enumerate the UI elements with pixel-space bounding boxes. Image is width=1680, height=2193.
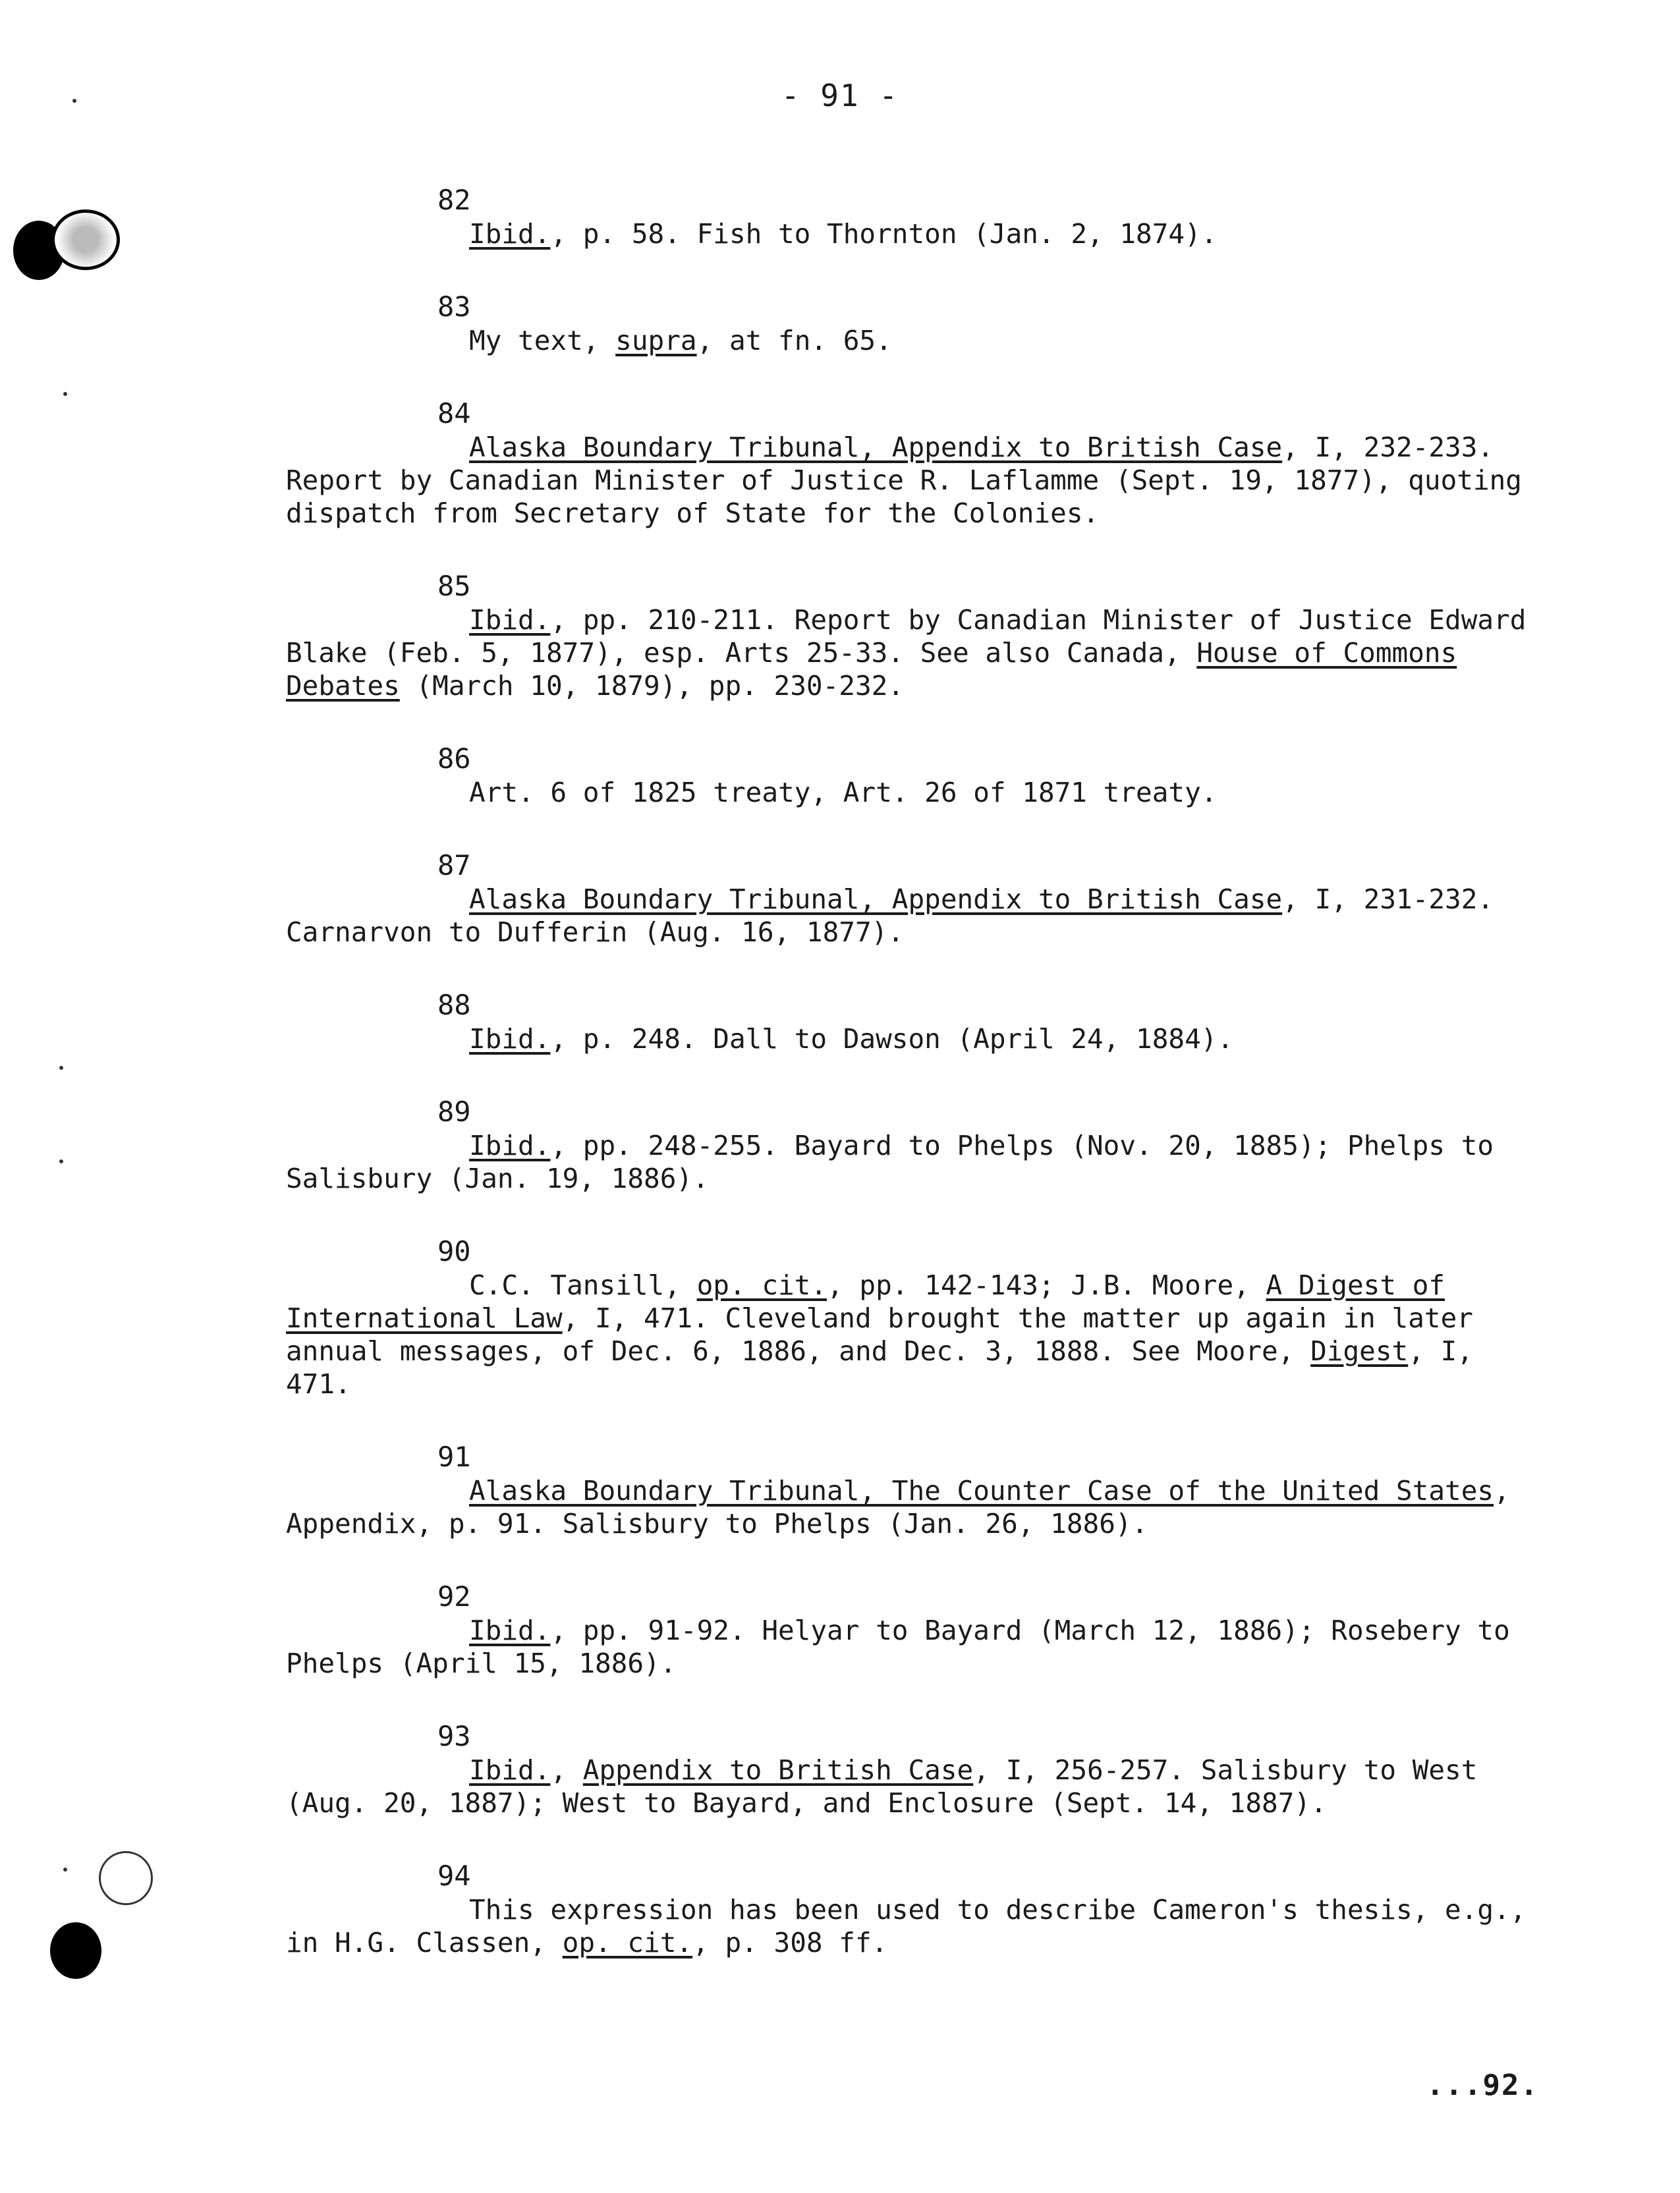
footnote-text-segment: (March 10, 1879), pp. 230-232.	[399, 670, 905, 702]
underlined-title: Ibid.	[469, 1615, 551, 1646]
footnote-text-segment: , I, 231-232. Carnarvon to Dufferin (Aug. 16, 1877).	[286, 883, 1494, 948]
footnote-text-segment: , I, 471. Cleveland brought the matter up again in later annual messages, of Dec. 6, 1886, and Dec. 3, 1888. See Moore,	[286, 1302, 1473, 1367]
footnote	[286, 1095, 1538, 1195]
footnote-text	[286, 1269, 1538, 1401]
footnote	[286, 1580, 1538, 1680]
footnote-text	[286, 1474, 1538, 1540]
underlined-title: A Digest of International Law	[286, 1269, 1445, 1334]
footnote-number: 89	[437, 1096, 471, 1128]
scan-speck	[63, 392, 67, 396]
footnote	[286, 1859, 1538, 1959]
footnote	[286, 848, 1538, 949]
footnote-number: 84	[437, 397, 471, 430]
footnote	[286, 569, 1538, 702]
footnote	[286, 742, 1538, 809]
underlined-title: Ibid.	[469, 218, 551, 250]
footnote-text	[286, 431, 1538, 530]
footnotes-list	[286, 183, 1538, 1999]
footnote-text-segment: , pp. 248-255. Bayard to Phelps (Nov. 20, 1885); Phelps to Salisbury (Jan. 19, 1886).	[286, 1130, 1494, 1194]
footnote-text	[286, 1022, 1538, 1055]
footnote-text-segment: , p. 58. Fish to Thornton (Jan. 2, 1874).	[550, 218, 1218, 250]
footnote-number: 90	[437, 1235, 471, 1267]
binder-hole-mark	[51, 209, 120, 270]
footnote-text-segment: C.C. Tansill,	[469, 1269, 697, 1301]
binder-hole-mark	[50, 1922, 101, 1979]
footnote-text-segment: This expression has been used to describe Cameron's thesis, e.g., in H.G. Classen,	[286, 1894, 1526, 1958]
footnote-text-segment: , I, 471.	[286, 1335, 1473, 1400]
footnote-text	[286, 603, 1538, 702]
footnote-number: 88	[437, 989, 471, 1021]
footnote-text-segment: My text,	[469, 325, 616, 356]
scan-speck	[59, 1066, 63, 1070]
footnote-number: 83	[437, 291, 471, 323]
footnote-text	[286, 1893, 1538, 1959]
footnote-text-segment: , I, 232-233. Report by Canadian Minister of Justice R. Laflamme (Sept. 19, 1877), quoting dispatch from Secretary of State for the Colonies.	[286, 431, 1522, 529]
underlined-title: Appendix to British Case	[582, 1754, 974, 1786]
footnote-text	[286, 1614, 1538, 1680]
underlined-title: Ibid.	[469, 1130, 551, 1161]
underlined-title: Digest	[1310, 1335, 1409, 1367]
footnote-text-segment: Art. 6 of 1825 treaty, Art. 26 of 1871 treaty.	[469, 777, 1218, 808]
footnote-number: 93	[437, 1720, 471, 1752]
footnote-number: 82	[437, 184, 471, 216]
footnote-number: 86	[437, 742, 471, 775]
footnote	[286, 988, 1538, 1055]
footnote-text-segment: , p. 308 ff.	[692, 1927, 888, 1958]
footnote	[286, 1235, 1538, 1401]
underlined-title: Alaska Boundary Tribunal, Appendix to British Case	[469, 883, 1283, 915]
scan-speck	[63, 1868, 67, 1872]
footnote-text	[286, 883, 1538, 949]
scan-speck	[59, 1159, 63, 1163]
footnote-text-segment: , at fn. 65.	[696, 325, 892, 356]
footnote-text-segment: , pp. 142-143; J.B. Moore,	[827, 1269, 1266, 1301]
footnote-text	[286, 1129, 1538, 1195]
footnote-number: 91	[437, 1441, 471, 1473]
footnote-number: 92	[437, 1580, 471, 1613]
footnote-text	[286, 1754, 1538, 1819]
underlined-title: Ibid.	[469, 1754, 551, 1786]
footnote	[286, 1719, 1538, 1819]
footnote-number: 94	[437, 1860, 471, 1892]
footnote-text-segment: , p. 248. Dall to Dawson (April 24, 1884).	[550, 1023, 1234, 1055]
footnote-text-segment: , pp. 91-92. Helyar to Bayard (March 12, 1886); Rosebery to Phelps (April 15, 1886).	[286, 1615, 1510, 1679]
footnote-text	[286, 217, 1538, 250]
footnote-text	[286, 776, 1538, 809]
underlined-title: Alaska Boundary Tribunal, Appendix to British Case	[469, 431, 1283, 463]
page-number: - 91 -	[781, 78, 899, 113]
footnote-text-segment: , Appendix, p. 91. Salisbury to Phelps (Jan. 26, 1886).	[286, 1475, 1510, 1540]
underlined-title: Ibid.	[469, 604, 551, 636]
footnote	[286, 183, 1538, 250]
footnote-text-segment: ,	[550, 1754, 583, 1786]
binder-hole-mark	[99, 1851, 153, 1905]
footnote-number: 85	[437, 570, 471, 602]
underlined-title: op. cit.	[696, 1269, 827, 1301]
footnote	[286, 1440, 1538, 1540]
underlined-title: supra	[615, 325, 697, 356]
footnote-text-segment: , pp. 210-211. Report by Canadian Minister of Justice Edward Blake (Feb. 5, 1877), esp. Arts 25-33. See also Canada,	[286, 604, 1526, 669]
underlined-title: op. cit.	[562, 1927, 693, 1958]
footnote-text-segment: , I, 256-257. Salisbury to West (Aug. 20, 1887); West to Bayard, and Enclosure (Sept. 14, 1887).	[286, 1754, 1478, 1819]
footnote	[286, 397, 1538, 530]
underlined-title: Alaska Boundary Tribunal, The Counter Case of the United States	[469, 1475, 1494, 1507]
continuation-marker: ...92.	[1426, 2068, 1539, 2102]
footnote-text	[286, 324, 1538, 357]
underlined-title: House of Commons Debates	[286, 637, 1457, 702]
underlined-title: Ibid.	[469, 1023, 551, 1055]
footnote-number: 87	[437, 849, 471, 881]
footnote	[286, 290, 1538, 357]
